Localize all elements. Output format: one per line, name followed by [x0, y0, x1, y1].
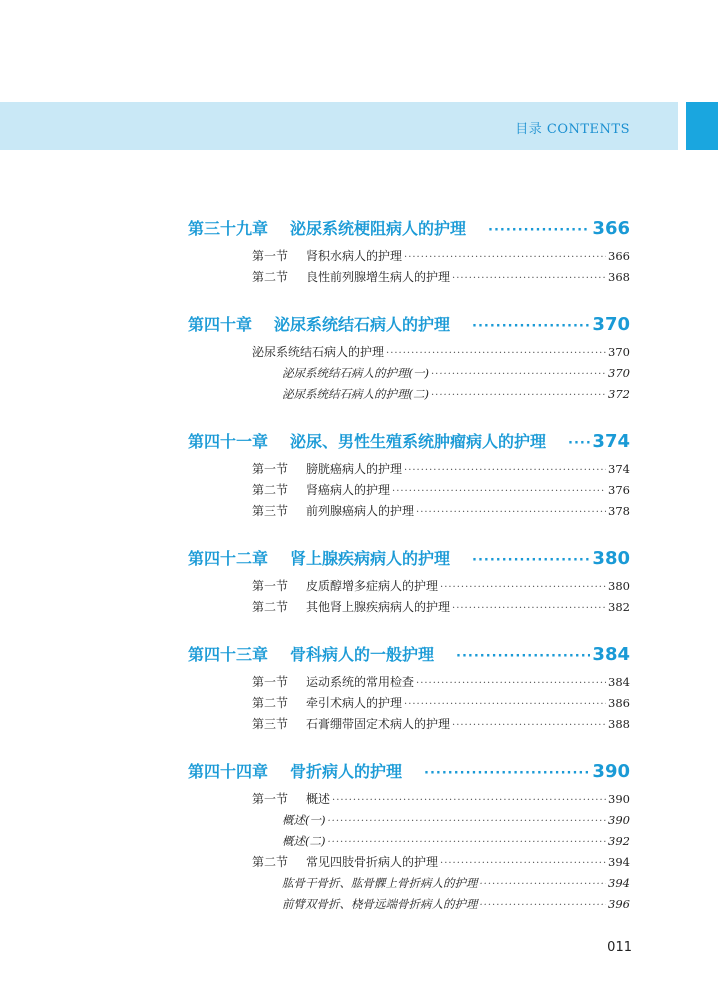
chapter-block: [188, 542, 630, 618]
subsection-entry[interactable]: [188, 363, 630, 384]
dot-leader: [386, 343, 606, 364]
section-number: 第一节: [252, 579, 289, 593]
dot-leader: [392, 481, 606, 502]
entry-title: 膀胱癌病人的护理: [306, 462, 403, 476]
section-entry[interactable]: [188, 501, 630, 522]
chapter-heading[interactable]: [188, 542, 630, 576]
subsection-entry[interactable]: [188, 384, 630, 405]
chapter-label: [188, 755, 402, 789]
dot-leader: [404, 460, 606, 481]
chapter-label: [188, 638, 434, 672]
dot-leader: [332, 790, 606, 811]
section-number: 第一节: [252, 462, 289, 476]
entry-title: 牵引术病人的护理: [306, 696, 403, 710]
chapter-page: 370: [592, 314, 630, 335]
chapter-title: 泌尿系统梗阻病人的护理: [290, 219, 467, 238]
entry-label: [282, 384, 429, 405]
dot-leader: [431, 364, 606, 385]
subsection-entry[interactable]: [188, 810, 630, 831]
entry-label: [252, 693, 402, 714]
entry-title: 其他肾上腺疾病病人的护理: [306, 600, 451, 614]
entry-page: 382: [608, 600, 630, 614]
entry-title: 前臂双骨折、桡骨远端骨折病人的护理: [282, 897, 478, 911]
entry-title: 概述: [306, 792, 331, 806]
section-number: 第三节: [252, 717, 289, 731]
dot-leader: [480, 895, 607, 916]
entry-title: 运动系统的常用检查: [306, 675, 415, 689]
subsection-entry[interactable]: [188, 894, 630, 915]
section-number: 第一节: [252, 792, 289, 806]
entry-page: 396: [608, 897, 630, 911]
section-entry[interactable]: [188, 480, 630, 501]
section-number: 第二节: [252, 600, 289, 614]
chapter-page: 374: [592, 431, 630, 452]
entry-label: [252, 480, 390, 501]
entry-label: [252, 852, 438, 873]
dot-leader: [480, 874, 607, 895]
dot-leader: [416, 673, 606, 694]
entry-label: [282, 894, 478, 915]
subsection-entry[interactable]: [188, 873, 630, 894]
chapter-label: [188, 212, 466, 246]
chapter-block: [188, 755, 630, 915]
chapter-number: 第四十三章: [188, 645, 269, 664]
section-number: 第三节: [252, 504, 289, 518]
entry-title: 肾积水病人的护理: [306, 249, 403, 263]
dot-leader: [452, 715, 606, 736]
entry-title: 泌尿系统结石病人的护理(二): [282, 387, 429, 401]
entry-page: 380: [608, 579, 630, 593]
section-number: 第二节: [252, 483, 289, 497]
entry-page: 388: [608, 717, 630, 731]
chapter-title: 骨科病人的一般护理: [290, 645, 435, 664]
section-entry[interactable]: [188, 597, 630, 618]
entry-label: [252, 789, 330, 810]
entry-title: 肾癌病人的护理: [306, 483, 391, 497]
chapter-number: 第四十一章: [188, 432, 269, 451]
subsection-entry[interactable]: [188, 831, 630, 852]
chapter-page: 380: [592, 548, 630, 569]
entry-page: 390: [608, 792, 630, 806]
entry-label: [252, 597, 450, 618]
section-entry[interactable]: [188, 342, 630, 363]
entry-title: 皮质醇增多症病人的护理: [306, 579, 439, 593]
dot-leader: [416, 502, 606, 523]
table-of-contents: [188, 212, 630, 935]
section-number: 第二节: [252, 270, 289, 284]
section-entry[interactable]: [188, 459, 630, 480]
dot-leader: [452, 598, 606, 619]
section-number: 第一节: [252, 675, 289, 689]
dot-leader: [472, 544, 590, 578]
entry-page: 390: [608, 813, 630, 827]
dot-leader: [404, 694, 606, 715]
chapter-heading[interactable]: [188, 755, 630, 789]
section-entry[interactable]: [188, 267, 630, 288]
entry-title: 石膏绷带固定术病人的护理: [306, 717, 451, 731]
entry-label: [252, 714, 450, 735]
section-entry[interactable]: [188, 714, 630, 735]
chapter-number: 第四十四章: [188, 762, 269, 781]
dot-leader: [472, 310, 590, 344]
chapter-block: [188, 212, 630, 288]
section-number: 第一节: [252, 249, 289, 263]
entry-label: [252, 576, 438, 597]
header-tab-marker: [686, 102, 718, 150]
entry-page: 394: [608, 876, 630, 890]
section-entry[interactable]: [188, 789, 630, 810]
entry-page: 366: [608, 249, 630, 263]
entry-title: 概述(一): [282, 813, 326, 827]
chapter-page: 366: [592, 218, 630, 239]
entry-title: 肱骨干骨折、肱骨髁上骨折病人的护理: [282, 876, 478, 890]
section-number: 第二节: [252, 855, 289, 869]
entry-page: 384: [608, 675, 630, 689]
entry-title: 泌尿系统结石病人的护理(一): [282, 366, 429, 380]
section-entry[interactable]: [188, 672, 630, 693]
entry-label: [252, 672, 414, 693]
section-entry[interactable]: [188, 246, 630, 267]
page-number: 011: [607, 940, 632, 955]
entry-label: [252, 459, 402, 480]
entry-label: [252, 342, 384, 363]
entry-label: [252, 267, 450, 288]
chapter-block: [188, 425, 630, 522]
chapter-label: [188, 308, 450, 342]
entry-label: [252, 246, 402, 267]
dot-leader: [327, 832, 606, 853]
dot-leader: [456, 640, 590, 674]
dot-leader: [440, 853, 606, 874]
dot-leader: [440, 577, 606, 598]
entry-page: 376: [608, 483, 630, 497]
entry-title: 良性前列腺增生病人的护理: [306, 270, 451, 284]
entry-page: 392: [608, 834, 630, 848]
chapter-label: [188, 425, 546, 459]
section-entry[interactable]: [188, 852, 630, 873]
chapter-number: 第四十章: [188, 315, 253, 334]
dot-leader: [452, 268, 606, 289]
entry-page: 374: [608, 462, 630, 476]
section-entry[interactable]: [188, 576, 630, 597]
chapter-block: [188, 638, 630, 735]
entry-title: 概述(二): [282, 834, 326, 848]
section-number: 第二节: [252, 696, 289, 710]
section-entry[interactable]: [188, 693, 630, 714]
chapter-title: 骨折病人的护理: [290, 762, 403, 781]
chapter-title: 肾上腺疾病病人的护理: [290, 549, 451, 568]
entry-page: 370: [608, 366, 630, 380]
entry-title: 泌尿系统结石病人的护理: [252, 345, 385, 359]
chapter-title: 泌尿系统结石病人的护理: [274, 315, 451, 334]
chapter-number: 第四十二章: [188, 549, 269, 568]
chapter-page: 390: [592, 761, 630, 782]
entry-page: 386: [608, 696, 630, 710]
entry-label: [252, 501, 414, 522]
chapter-number: 第三十九章: [188, 219, 269, 238]
dot-leader: [424, 757, 590, 791]
chapter-block: [188, 308, 630, 405]
entry-page: 372: [608, 387, 630, 401]
entry-page: 368: [608, 270, 630, 284]
entry-page: 378: [608, 504, 630, 518]
entry-label: [282, 810, 325, 831]
dot-leader: [404, 247, 606, 268]
dot-leader: [327, 811, 606, 832]
entry-label: [282, 363, 429, 384]
entry-label: [282, 831, 325, 852]
chapter-title: 泌尿、男性生殖系统肿瘤病人的护理: [290, 432, 547, 451]
chapter-label: [188, 542, 450, 576]
chapter-heading[interactable]: [188, 212, 630, 246]
entry-page: 394: [608, 855, 630, 869]
chapter-heading[interactable]: [188, 425, 630, 459]
chapter-heading[interactable]: [188, 638, 630, 672]
entry-title: 前列腺癌病人的护理: [306, 504, 415, 518]
chapter-heading[interactable]: [188, 308, 630, 342]
header-title: 目录 CONTENTS: [515, 122, 630, 137]
dot-leader: [431, 385, 606, 406]
entry-label: [282, 873, 478, 894]
dot-leader: [568, 427, 590, 461]
dot-leader: [488, 214, 590, 248]
entry-title: 常见四肢骨折病人的护理: [306, 855, 439, 869]
entry-page: 370: [608, 345, 630, 359]
chapter-page: 384: [592, 644, 630, 665]
